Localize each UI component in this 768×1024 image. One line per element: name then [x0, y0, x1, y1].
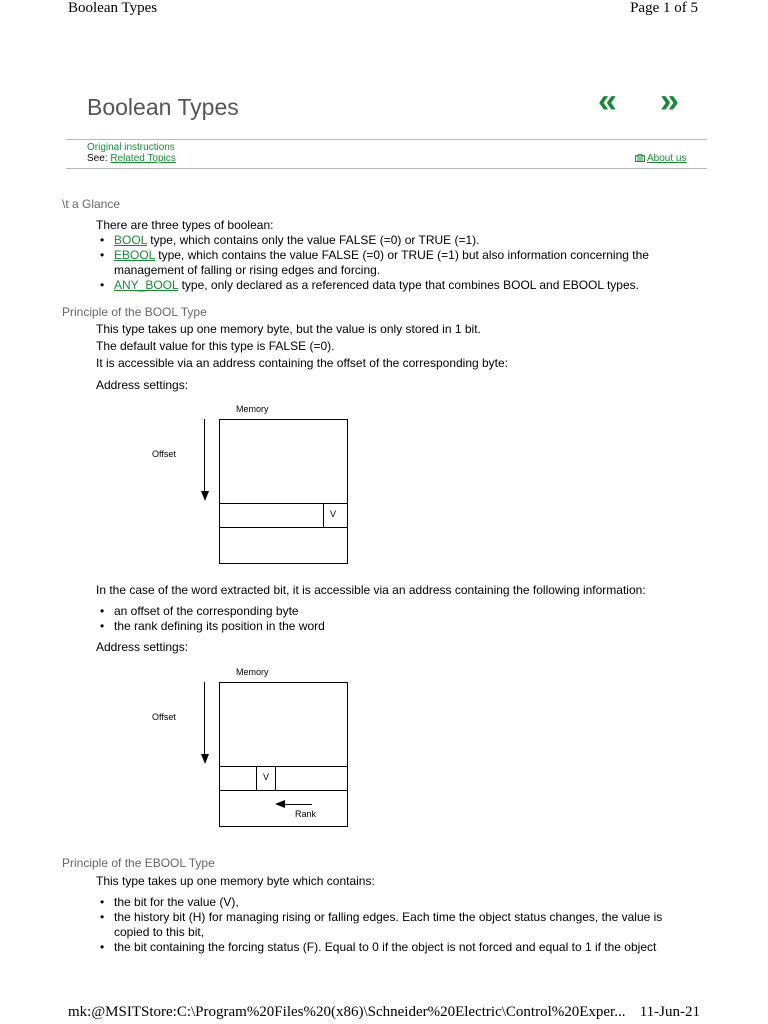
boolean-types-list: [96, 233, 696, 293]
bit-cell-right: [275, 766, 276, 791]
bit-cell-left: [256, 766, 257, 791]
bool-address-settings: Address settings:: [96, 378, 189, 392]
list-item: • the history bit (H) for managing rising or falling edges. Each time the object status changes, the value is copied to this bit,: [96, 910, 696, 940]
ebool-link[interactable]: EBOOL: [114, 248, 155, 262]
list-item-text: type, which contains only the value FALSE (=0) or TRUE (=1).: [146, 233, 480, 247]
word-prefix: In the case: [96, 583, 159, 597]
list-item: • an offset of the corresponding byte: [96, 604, 325, 619]
word-bit-list: [96, 604, 325, 634]
subheader-divider: [66, 168, 707, 169]
memory-box: [219, 419, 348, 564]
memory-label: Memory: [236, 667, 269, 677]
bool-line-1: This type takes up one memory byte, but the value is only stored in 1 bit.: [96, 322, 481, 336]
glance-block: [96, 218, 696, 293]
value-bit-label: V: [330, 509, 337, 519]
ebool-intro: This type takes up one memory byte which contains:: [96, 874, 375, 888]
print-footer-date: 11-Jun-21: [639, 1004, 700, 1020]
list-item-text: type, only declared as a referenced data type that combines BOOL and EBOOL types.: [178, 278, 639, 292]
see-line: [87, 153, 176, 164]
about-us-label: About us: [647, 153, 687, 164]
offset-arrow-line: [204, 682, 205, 756]
byte-row-top: [219, 503, 348, 504]
word-bold: of the word extracted bit: [158, 583, 287, 597]
title-divider: [66, 139, 707, 140]
ebool-bit-list: [96, 895, 696, 955]
list-item: [96, 278, 696, 293]
print-footer-path: mk:@MSITStore:C:\Program%20Files%20(x86)\Schneider%20Electric\Control%20Exper...: [68, 1004, 626, 1020]
list-item: • the bit containing the forcing status (F). Equal to 0 if the object is not forced and equal to 1 if the object: [96, 940, 696, 955]
original-instructions-link[interactable]: Original instructions: [87, 142, 175, 153]
bool-line-3: It is accessible via an address containing the offset of the corresponding byte:: [96, 356, 509, 370]
see-prefix: See:: [87, 153, 108, 164]
page-title: Boolean Types: [87, 94, 239, 120]
building-icon: [635, 154, 645, 162]
section-heading-ebool: Principle of the EBOOL Type: [62, 856, 215, 870]
list-item-text: type, which contains the value FALSE (=0) or TRUE (=1) but also information concerning the management of falling or rising edges and forcing.: [114, 248, 649, 277]
previous-page-icon[interactable]: «: [598, 82, 614, 120]
rank-label: Rank: [295, 809, 317, 819]
word-extracted-bit-text: [96, 583, 736, 598]
list-item: [96, 233, 696, 248]
memory-label: Memory: [236, 404, 269, 414]
value-bit-label: V: [263, 772, 270, 782]
list-item: [96, 248, 696, 278]
offset-arrow-head: [201, 754, 209, 764]
offset-label: Offset: [152, 449, 176, 459]
about-us-link[interactable]: [635, 153, 686, 164]
rank-arrow-line: [284, 804, 312, 805]
list-item: • the rank defining its position in the word: [96, 619, 325, 634]
section-heading-at-a-glance: \t a Glance: [62, 197, 121, 211]
list-item: • the bit for the value (V),: [96, 895, 696, 910]
word-address-settings: Address settings:: [96, 640, 189, 654]
glance-intro: There are three types of boolean:: [96, 218, 274, 232]
offset-label: Offset: [152, 712, 176, 722]
section-heading-bool: Principle of the BOOL Type: [62, 305, 207, 319]
offset-arrow-line: [204, 419, 205, 493]
bool-link[interactable]: BOOL: [114, 233, 147, 247]
related-topics-link[interactable]: Related Topics: [110, 153, 176, 164]
word-suffix: , it is accessible via an address containing the following information:: [286, 583, 646, 597]
print-header-page: Page 1 of 5: [630, 0, 698, 16]
rank-arrow-head: [275, 800, 285, 808]
byte-row-bottom: [219, 527, 348, 528]
next-page-icon[interactable]: »: [660, 82, 676, 120]
any-bool-link[interactable]: ANY_BOOL: [114, 278, 179, 292]
offset-arrow-head: [201, 491, 209, 501]
bit-cell-divider: [323, 503, 324, 528]
word-row-top: [219, 766, 348, 767]
bool-line-2: The default value for this type is FALSE (=0).: [96, 339, 335, 353]
print-header-title: Boolean Types: [68, 0, 158, 16]
word-row-bottom: [219, 790, 348, 791]
